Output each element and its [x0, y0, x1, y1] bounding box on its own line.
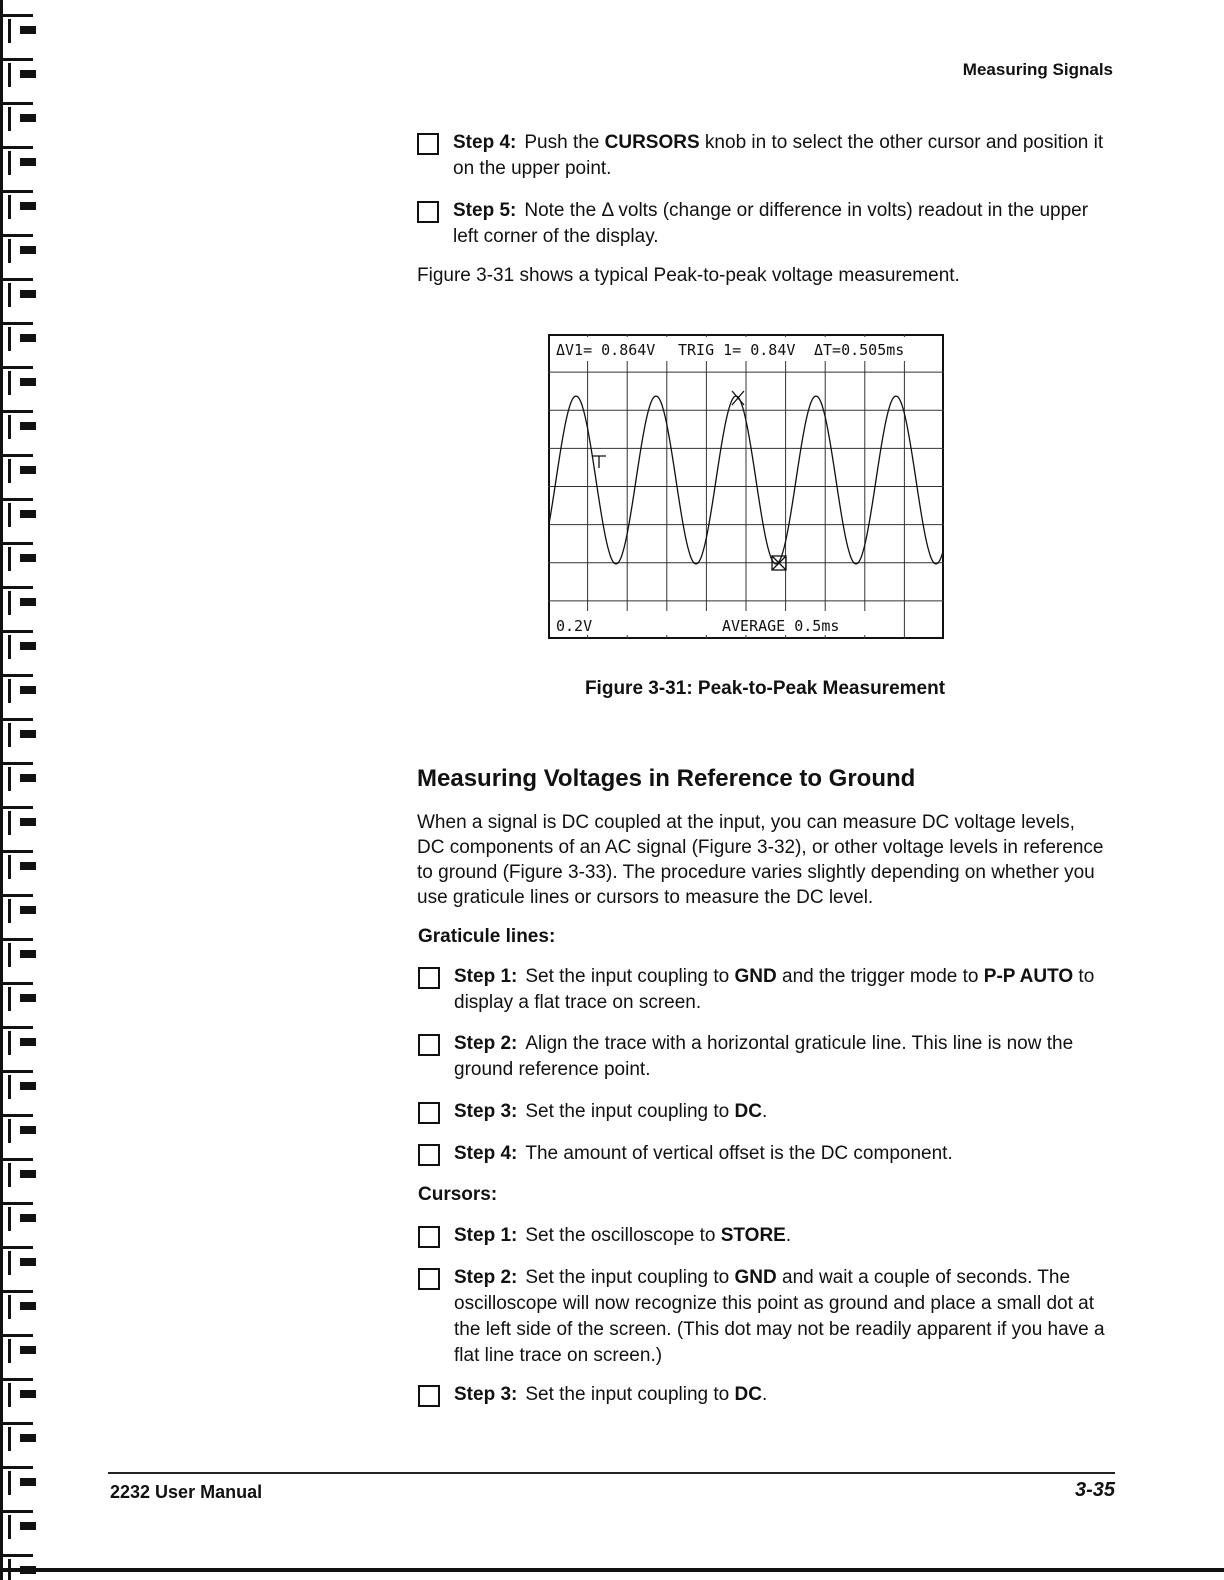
spiral-binding-edge: [0, 0, 42, 1580]
step-label: Step 3:: [454, 1101, 518, 1122]
step-label: Step 3:: [454, 1384, 518, 1405]
checkbox[interactable]: [417, 201, 439, 223]
step-label: Step 5:: [453, 200, 517, 221]
step-label: Step 4:: [453, 132, 517, 153]
delta-t-readout: ΔT=0.505ms: [814, 341, 905, 359]
oscilloscope-display: [548, 334, 944, 639]
step-label: Step 2:: [454, 1033, 518, 1054]
checkbox[interactable]: [418, 1268, 440, 1290]
delta-v-readout: ΔV1= 0.864V: [556, 341, 656, 359]
step-text: Step 2: Set the input coupling to GND and wait a couple of seconds. The oscilloscope will now recognize this point as ground and place a small dot at the left side of the screen. (This dot may not be readily apparent if you have a flat line trace on screen.): [454, 1267, 1105, 1366]
checkbox[interactable]: [418, 1385, 440, 1407]
step-label: Step 1:: [454, 966, 518, 987]
cursors-heading: Cursors:: [418, 1184, 498, 1205]
step-label: Step 4:: [454, 1143, 518, 1164]
step-text: Step 2: Align the trace with a horizontal graticule line. This line is now the ground reference point.: [454, 1033, 1074, 1080]
checkbox[interactable]: [418, 1102, 440, 1124]
page-number: 3-35: [1074, 1479, 1115, 1501]
step-text: Step 3: Set the input coupling to DC.: [454, 1384, 768, 1405]
trigger-readout: TRIG 1= 0.84V: [678, 341, 796, 359]
step-label: Step 2:: [454, 1267, 518, 1288]
footer-manual-title: 2232 User Manual: [110, 1482, 263, 1502]
step-text: Step 1: Set the oscilloscope to STORE.: [454, 1225, 792, 1246]
footer-rule: [108, 1472, 1115, 1474]
step-text: Step 4: Push the CURSORS knob in to select the other cursor and position it on the upper point.: [453, 132, 1104, 179]
section-paragraph: When a signal is DC coupled at the input, you can measure DC voltage levels, DC components of an AC signal (Figure 3-32), or other voltage levels in reference to ground (Figure 3-33). The procedure varies slightly depending on whether you use graticule lines or cursors to measure the DC level.: [417, 812, 1104, 908]
checkbox[interactable]: [417, 133, 439, 155]
step-text: Step 3: Set the input coupling to DC.: [454, 1101, 768, 1122]
step-text: Step 1: Set the input coupling to GND and the trigger mode to P-P AUTO to display a flat trace on screen.: [454, 966, 1095, 1013]
acquire-mode-readout: AVERAGE 0.5ms: [722, 617, 840, 635]
figure-caption: Figure 3-31: Peak-to-Peak Measurement: [584, 678, 946, 699]
step-text: Step 4: The amount of vertical offset is the DC component.: [454, 1143, 953, 1164]
graticule-lines-heading: Graticule lines:: [418, 926, 556, 947]
step-text: Step 5: Note the Δ volts (change or difference in volts) readout in the upper left corner of the display.: [453, 200, 1089, 247]
checkbox[interactable]: [418, 1226, 440, 1248]
page-bottom-edge: [0, 1568, 1224, 1572]
checkbox[interactable]: [418, 1144, 440, 1166]
volts-div-readout: 0.2V: [556, 617, 593, 635]
checkbox[interactable]: [418, 1034, 440, 1056]
running-header: Measuring Signals: [962, 60, 1113, 79]
checkbox[interactable]: [418, 967, 440, 989]
step-label: Step 1:: [454, 1225, 518, 1246]
figure-intro-text: Figure 3-31 shows a typical Peak-to-peak voltage measurement.: [417, 265, 960, 286]
section-heading: Measuring Voltages in Reference to Ground: [417, 765, 916, 792]
